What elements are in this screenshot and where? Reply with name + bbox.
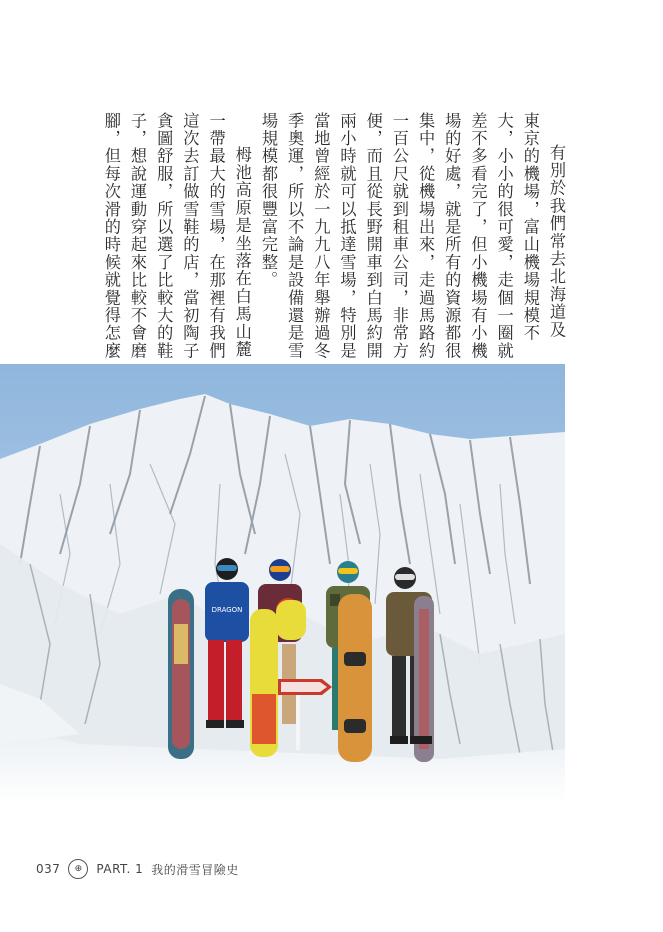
text-column: 季奧運，所以不論是設備還是雪 bbox=[285, 112, 305, 360]
text-column: 東京的機場，富山機場規模不 bbox=[520, 112, 540, 343]
page-footer bbox=[36, 857, 239, 881]
text-column: 貪圖舒服，所以選了比較大的鞋 bbox=[154, 112, 174, 360]
text-column: 栂池高原是坐落在白馬山麓 bbox=[232, 146, 252, 359]
page-number: 037 bbox=[36, 862, 61, 876]
text-column: 場的好處，就是所有的資源都很 bbox=[442, 112, 462, 360]
jacket-text: DRAGON bbox=[211, 606, 243, 614]
text-column: 一帶最大的雪場，在那裡有我們 bbox=[206, 112, 226, 360]
text-column: 差不多看完了，但小機場有小機 bbox=[468, 112, 488, 360]
text-column: 當地曾經於一九九八年舉辦過冬 bbox=[311, 112, 331, 360]
text-column: 這次去訂做雪鞋的店，當初陶子 bbox=[180, 112, 200, 360]
part-label: PART. 1 bbox=[96, 862, 144, 876]
text-column: 有別於我們常去北海道及 bbox=[547, 144, 566, 339]
body-text bbox=[49, 112, 569, 360]
text-column: 大，小小的很可愛，走個一圈就 bbox=[494, 112, 514, 360]
chapter-emblem-icon: ⊕ bbox=[68, 859, 88, 879]
text-column: 兩小時就可以抵達雪場，特別是 bbox=[337, 112, 357, 360]
snowboarders-photo bbox=[0, 364, 565, 804]
text-column: 場規模都很豐富完整。 bbox=[258, 112, 278, 289]
text-column: 便，而且從長野開車到白馬約開 bbox=[363, 112, 383, 360]
chapter-title: 我的滑雪冒險史 bbox=[151, 862, 239, 877]
snowboarder-4 bbox=[386, 567, 434, 762]
text-column: 腳，但每次滑的時候就覺得怎麼 bbox=[101, 112, 121, 360]
text-column: 集中，從機場出來，走過馬路約 bbox=[416, 112, 436, 360]
text-column: 一百公尺就到租車公司，非常方 bbox=[389, 112, 409, 360]
text-column: 子，想說運動穿起來比較不會磨 bbox=[128, 112, 147, 360]
